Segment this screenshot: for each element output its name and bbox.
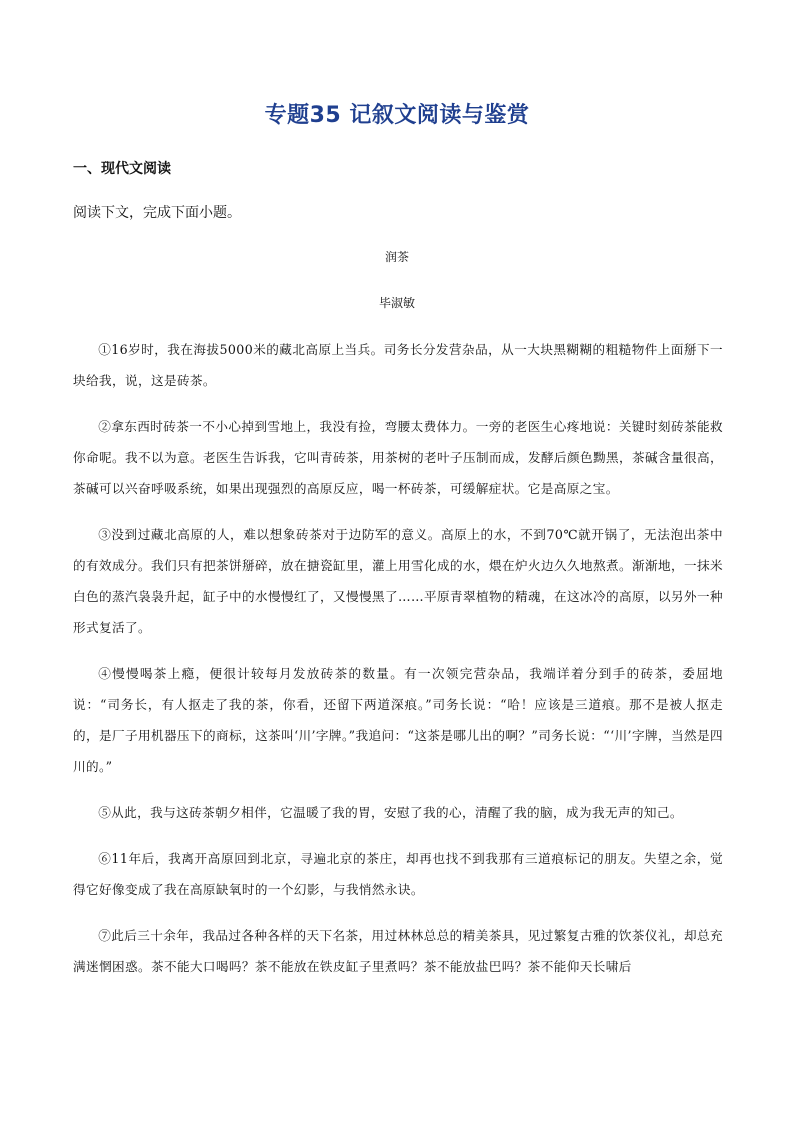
- reading-instruction: 阅读下文，完成下面小题。: [73, 205, 241, 221]
- paragraph-4: ④慢慢喝茶上瘾，便很计较每月发放砖茶的数量。有一次领完营杂品，我端详着分到手的砖茶，委屈地说：“司务长，有人抠走了我的茶，你看，还留下两道深痕。”司务长说：“哈！应该是三道痕。那不是被人抠走的，是厂子用机器压下的商标，这茶叫‘川’字牌。”我追问：“这茶是哪儿出的啊？”司务长说：“‘川’字牌，当然是四川的。”: [73, 666, 723, 774]
- paragraph-3: ③没到过藏北高原的人，难以想象砖茶对于边防军的意义。高原上的水，不到70℃就开锅了，无法泡出茶中的有效成分。我们只有把茶饼掰碎，放在搪瓷缸里，灌上用雪化成的水，煨在炉火边久久地熬煮。渐渐地，一抹米白色的蒸汽袅袅升起，缸子中的水慢慢红了，又慢慢黑了……平原青翠植物的精魂，在这冰冷的高原，以另外一种形式复活了。: [73, 527, 723, 635]
- page-title: 专题35 记叙文阅读与鉴赏: [264, 103, 530, 128]
- paragraph-1: ①16岁时，我在海拔5000米的藏北高原上当兵。司务长分发营杂品，从一大块黑糊糊的粗糙物件上面掰下一块给我，说，这是砖茶。: [73, 342, 723, 388]
- article-body: [73, 334, 723, 997]
- paragraph-7: ⑦此后三十余年，我品过各种各样的天下名茶，用过林林总总的精美茶具，见过繁复古雅的饮茶仪礼，却总充满迷惘困惑。茶不能大口喝吗？茶不能放在铁皮缸子里煮吗？茶不能放盐巴吗？茶不能仰天长啸后: [73, 928, 723, 974]
- article-author: 毕淑敏: [378, 296, 415, 310]
- section-heading: 一、现代文阅读: [73, 161, 171, 177]
- paragraph-2: ②拿东西时砖茶一不小心掉到雪地上，我没有捡，弯腰太费体力。一旁的老医生心疼地说：关键时刻砖茶能救你命呢。我不以为意。老医生告诉我，它叫青砖茶，用茶树的老叶子压制而成，发酵后颜色黝黑，茶碱含量很高，茶碱可以兴奋呼吸系统，如果出现强烈的高原反应，喝一杯砖茶，可缓解症状。它是高原之宝。: [73, 419, 723, 496]
- article-title: 润茶: [384, 250, 409, 264]
- paragraph-6: ⑥11年后，我离开高原回到北京，寻遍北京的茶庄，却再也找不到我那有三道痕标记的朋友。失望之余，觉得它好像变成了我在高原缺氧时的一个幻影，与我悄然永诀。: [73, 851, 723, 897]
- paragraph-5: ⑤从此，我与这砖茶朝夕相伴，它温暖了我的胃，安慰了我的心，清醒了我的脑，成为我无声的知己。: [98, 805, 683, 820]
